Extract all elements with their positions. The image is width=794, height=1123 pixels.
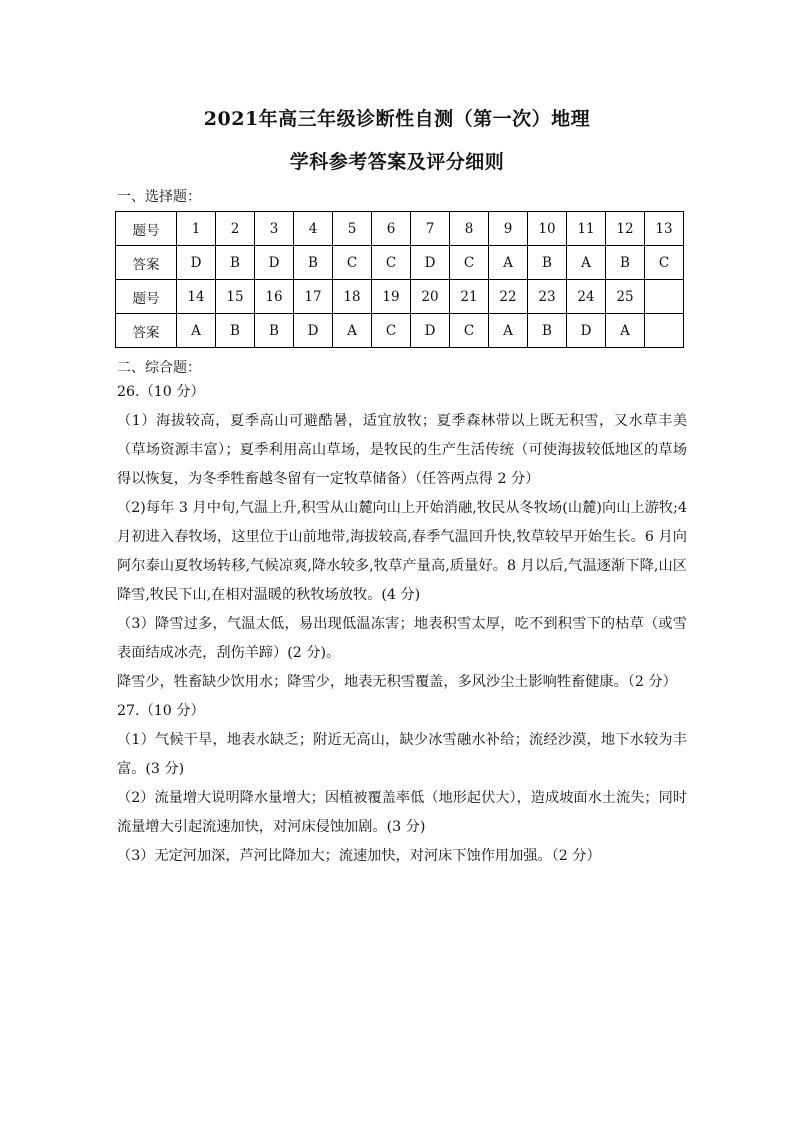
- answer-cell: C: [645, 246, 684, 280]
- question-number-cell: 23: [528, 280, 567, 314]
- answer-cell: C: [333, 246, 372, 280]
- question-number-cell: 6: [372, 212, 411, 246]
- question-number-cell: 5: [333, 212, 372, 246]
- question-number-cell: 1: [177, 212, 216, 246]
- answer-cell: A: [567, 246, 606, 280]
- question-number-cell: 18: [333, 280, 372, 314]
- q27-heading: 27.（10 分）: [117, 703, 205, 719]
- section-comprehensive-label: 二、综合题：: [117, 360, 201, 376]
- question-number-cell: 14: [177, 280, 216, 314]
- question-number-label: 题号: [116, 212, 177, 246]
- question-number-cell: 9: [489, 212, 528, 246]
- answer-cell: B: [528, 314, 567, 348]
- question-number-cell: 19: [372, 280, 411, 314]
- question-number-cell: 20: [411, 280, 450, 314]
- answer-cell: C: [372, 246, 411, 280]
- question-number-row: [116, 212, 684, 246]
- q26-part3a: （3）降雪过多，气温太低，易出现低温冻害；地表积雪太厚，吃不到积雪下的枯草（或雪表面结成冰壳，刮伤羊蹄）(2 分)。: [117, 616, 687, 661]
- answer-cell: B: [216, 246, 255, 280]
- question-number-label: 题号: [116, 280, 177, 314]
- answer-cell: D: [411, 314, 450, 348]
- question-number-cell: 13: [645, 212, 684, 246]
- answer-cell: C: [450, 246, 489, 280]
- question-number-cell: 7: [411, 212, 450, 246]
- q26-part1: （1）海拔较高，夏季高山可避酷暑，适宜放牧；夏季森林带以上既无积雪，又水草丰美（草场资源丰富）；夏季利用高山草场，是牧民的生产生活传统（可使海拔较低地区的草场得以恢复，为冬季牲畜越冬留有一定牧草储备）（任答两点得 2 分）: [117, 413, 687, 487]
- question-number-cell: 12: [606, 212, 645, 246]
- answer-text-block: [117, 378, 687, 871]
- question-number-cell: 24: [567, 280, 606, 314]
- answer-cell: B: [294, 246, 333, 280]
- answer-cell: B: [606, 246, 645, 280]
- question-number-cell: 17: [294, 280, 333, 314]
- answer-cell: A: [177, 314, 216, 348]
- question-number-cell: 21: [450, 280, 489, 314]
- answer-cell: A: [489, 246, 528, 280]
- answer-row: [116, 246, 684, 280]
- q26-part3b: 降雪少，牲畜缺少饮用水；降雪少，地表无积雪覆盖，多风沙尘土影响牲畜健康。（2 分）: [117, 674, 677, 690]
- page-title: 2021年高三年级诊断性自测（第一次）地理: [203, 108, 591, 130]
- question-number-cell: 2: [216, 212, 255, 246]
- answer-cell: A: [489, 314, 528, 348]
- answer-label: 答案: [116, 314, 177, 348]
- answer-cell: A: [333, 314, 372, 348]
- section-multiple-choice-label: 一、选择题：: [117, 189, 201, 205]
- answer-cell: D: [567, 314, 606, 348]
- answer-cell: A: [606, 314, 645, 348]
- answer-cell: [645, 314, 684, 348]
- question-number-cell: 25: [606, 280, 645, 314]
- question-number-cell: 16: [255, 280, 294, 314]
- answer-cell: C: [450, 314, 489, 348]
- question-number-cell: 10: [528, 212, 567, 246]
- question-number-cell: 4: [294, 212, 333, 246]
- answer-cell: D: [294, 314, 333, 348]
- answer-cell: C: [372, 314, 411, 348]
- question-number-cell: 22: [489, 280, 528, 314]
- answer-cell: D: [255, 246, 294, 280]
- answer-cell: D: [411, 246, 450, 280]
- q27-part2: （2）流量增大说明降水量增大；因植被覆盖率低（地形起伏大），造成坡面水土流失；同时流量增大引起流速加快，对河床侵蚀加剧。(3 分): [117, 790, 687, 835]
- answer-table: [115, 211, 684, 348]
- answer-cell: B: [255, 314, 294, 348]
- question-number-cell: 11: [567, 212, 606, 246]
- answer-cell: B: [216, 314, 255, 348]
- answer-label: 答案: [116, 246, 177, 280]
- question-number-cell: [645, 280, 684, 314]
- question-number-row: [116, 280, 684, 314]
- q26-heading: 26.（10 分）: [117, 384, 205, 400]
- q27-part3: （3）无定河加深，芦河比降加大；流速加快，对河床下蚀作用加强。（2 分）: [117, 848, 601, 864]
- q27-part1: （1）气候干旱，地表水缺乏；附近无高山，缺少冰雪融水补给；流经沙漠，地下水较为丰富。(3 分): [117, 732, 687, 777]
- answer-row: [116, 314, 684, 348]
- page-subtitle: 学科参考答案及评分细则: [289, 151, 505, 173]
- question-number-cell: 3: [255, 212, 294, 246]
- answer-cell: D: [177, 246, 216, 280]
- answer-cell: B: [528, 246, 567, 280]
- q26-part2: （2)每年 3 月中旬,气温上升,积雪从山麓向山上开始消融,牧民从冬牧场(山麓)向山上游牧;4 月初进入春牧场，这里位于山前地带,海拔较高,春季气温回升快,牧草较早开始生长。6 月向阿尔泰山夏牧场转移,气候凉爽,降水较多,牧草产量高,质量好。8 月以后,气温逐渐下降,山区降雪,牧民下山,在相对温暖的秋牧场放牧。(4 分): [117, 500, 687, 603]
- question-number-cell: 8: [450, 212, 489, 246]
- question-number-cell: 15: [216, 280, 255, 314]
